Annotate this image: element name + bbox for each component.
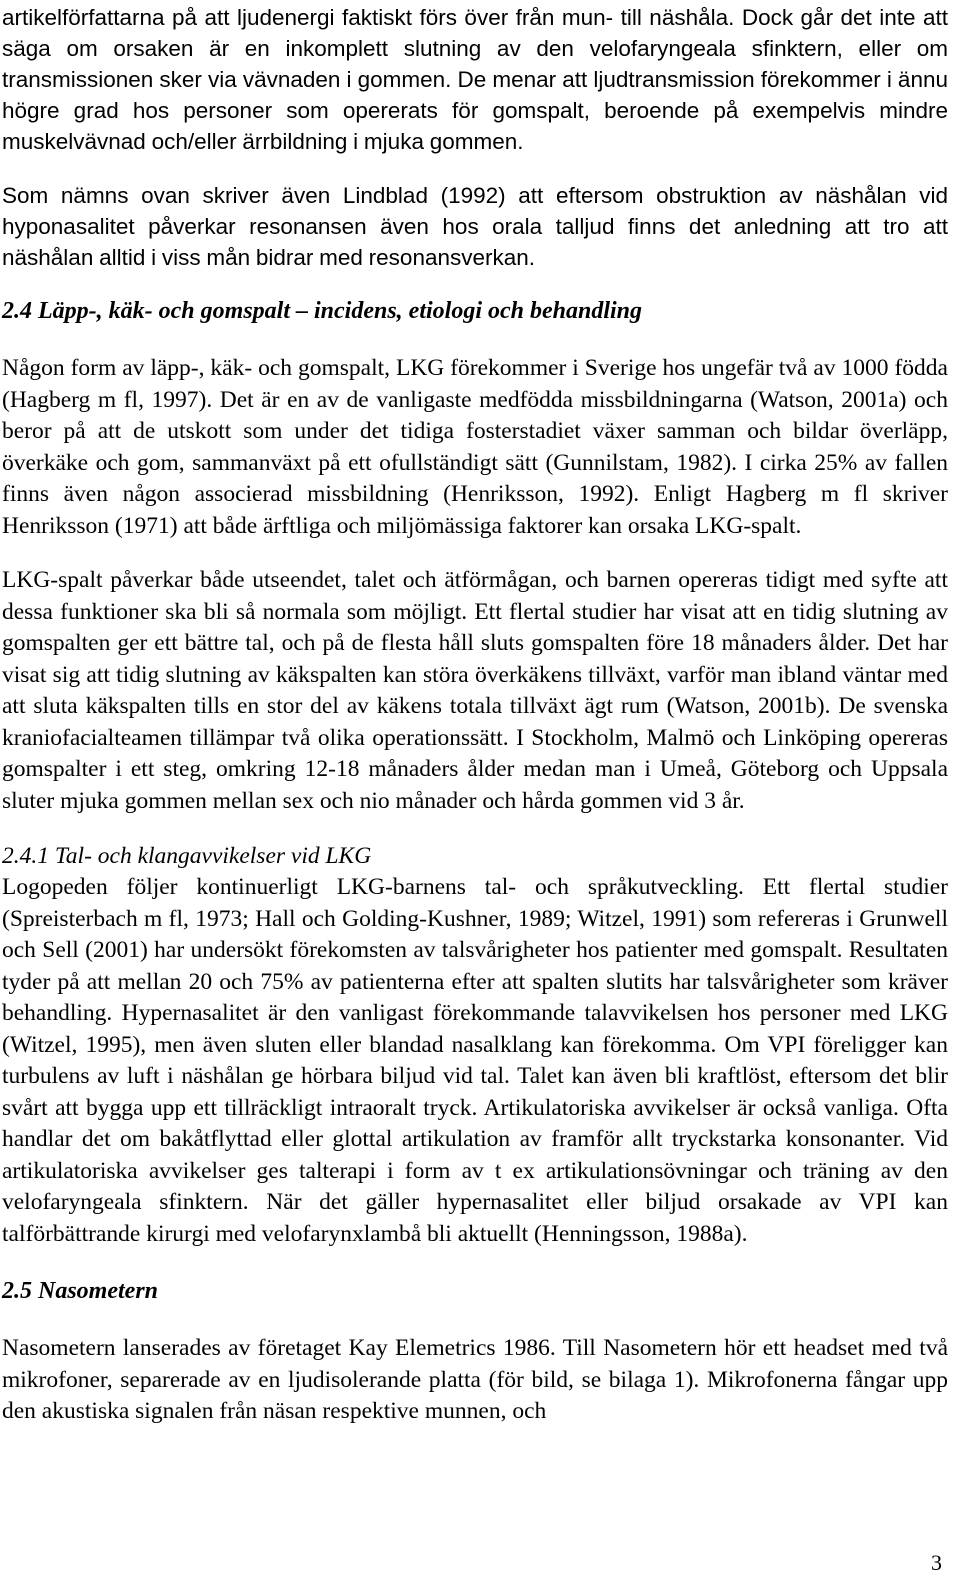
page-number: 3 <box>931 1550 942 1575</box>
paragraph-tal-klangavvikelser: Logopeden följer kontinuerligt LKG-barnens tal- och språkutveckling. Ett flertal studier (Spreisterbach m fl, 1973; Hall och Golding-Kushner, 1989; Witzel, 1991) som refereras i Grunwell och Sell (2001) har undersökt förekomsten av talsvårigheter hos patienter med gomspalt. Resultaten tyder på att mellan 20 och 75% av patienterna efter att spalten slutits har talsvårigheter som kräver behandling. Hypernasalitet är den vanligast förekommande talavvikelsen hos personer med LKG (Witzel, 1995), men även sluten eller blandad nasalklang kan förekomma. Om VPI föreligger kan turbulens av luft i näshålan ge hörbara biljud vid tal. Talet kan även bli kraftlöst, eftersom det blir svårt att bygga upp ett tillräckligt intraoralt tryck. Artikulatoriska avvikelser är också vanliga. Ofta handlar det om bakåtflyttad eller glottal artikulation av framför allt tryckstarka konsonanter. Vid artikulatoriska avvikelser ges talterapi i form av t ex artikulationsövningar och träning av den velofaryngeala sfinktern. När det gäller hypernasalitet eller biljud orsakade av VPI kan talförbättrande kirurgi med velofarynxlambå bli aktuellt (Henningsson, 1988a). <box>2 874 948 1247</box>
section-heading-2-4-1: 2.4.1 Tal- och klangavvikelser vid LKG <box>2 843 372 869</box>
paragraph-lkg-behandling: LKG-spalt påverkar både utseendet, talet och ätförmågan, och barnen opereras tidigt med syfte att dessa funktioner ska bli så normala som möjligt. Ett flertal studier har visat att en tidig slutning av gomspalten ger ett bättre tal, och på de flesta håll sluts gomspalten före 18 månaders ålder. Det har visat sig att tidig slutning av käkspalten kan störa överkäkens tillväxt, varför man ibland väntar med att sluta käkspalten tills en stor del av käkens totala tillväxt ägt rum (Watson, 2001b). De svenska kraniofacialteamen tillämpar två olika operationssätt. I Stockholm, Malmö och Linköping opereras gomspalter i ett steg, omkring 12-18 månaders ålder medan man i Umeå, Göteborg och Uppsala sluter mjuka gommen mellan sex och nio månader och hårda gommen vid 3 år. <box>2 567 948 814</box>
paragraph-lkg-incidens: Någon form av läpp-, käk- och gomspalt, LKG förekommer i Sverige hos ungefär två av 1000 födda (Hagberg m fl, 1997). Det är en av de vanligaste medfödda missbildningarna (Watson, 2001a) och beror på att de utskott som under det tidiga fosterstadiet växer samman och bildar överläpp, överkäke och gom, sammanväxt på ett ofullständigt sätt (Gunnilstam, 1982). I cirka 25% av fallen finns även någon associerad missbildning (Henriksson, 1992). Enligt Hagberg m fl skriver Henriksson (1971) att både ärftliga och miljömässiga faktorer kan orsaka LKG-spalt. <box>2 355 948 539</box>
paragraph-lindblad: Som nämns ovan skriver även Lindblad (1992) att eftersom obstruktion av näshålan vid hyponasalitet påverkar resonansen även hos orala talljud finns det anledning att tro att näshålan alltid i viss mån bidrar med resonansverkan. <box>2 183 948 270</box>
section-heading-2-4: 2.4 Läpp-, käk- och gomspalt – incidens, etiologi och behandling <box>2 298 643 324</box>
page-content <box>2 2 948 1428</box>
paragraph-nasometern: Nasometern lanserades av företaget Kay Elemetrics 1986. Till Nasometern hör ett headset med två mikrofoner, separerade av en ljudisolerande platta (för bild, se bilaga 1). Mikrofonerna fångar upp den akustiska signalen från näsan respektive munnen, och <box>2 1335 948 1424</box>
paragraph-ljudtransmission: artikelförfattarna på att ljudenergi faktiskt förs över från mun- till näshåla. Dock går det inte att säga om orsaken är en inkomplett slutning av den velofaryngeala sfinktern, eller om transmissionen sker via vävnaden i gommen. De menar att ljudtransmission förekommer i ännu högre grad hos personer som opererats för gomspalt, beroende på exempelvis mindre muskelvävnad och/eller ärrbildning i mjuka gommen. <box>2 5 948 154</box>
section-heading-2-5: 2.5 Nasometern <box>2 1278 158 1304</box>
